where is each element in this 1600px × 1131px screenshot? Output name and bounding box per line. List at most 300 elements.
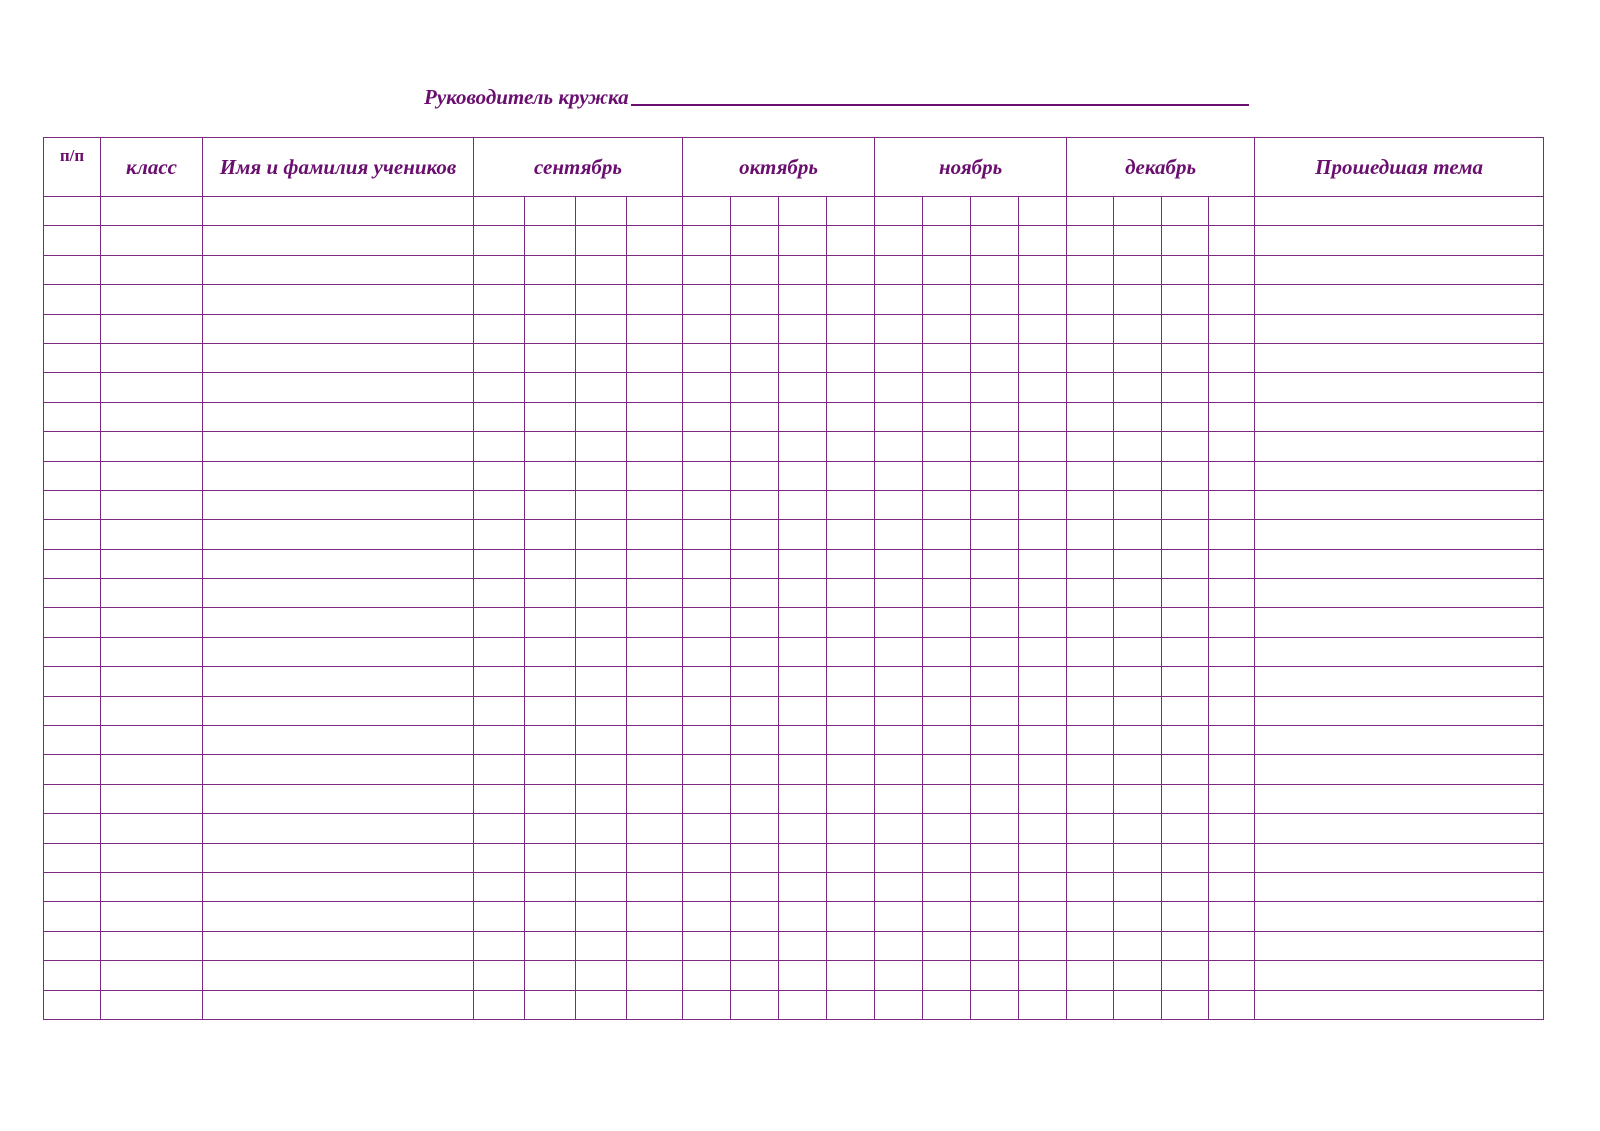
table-cell xyxy=(1067,726,1114,755)
table-cell xyxy=(44,814,101,843)
table-cell xyxy=(731,520,779,549)
table-cell xyxy=(44,726,101,755)
table-cell xyxy=(1019,931,1067,960)
table-cell xyxy=(1067,902,1114,931)
table-row xyxy=(44,285,1544,314)
table-cell xyxy=(474,197,525,226)
table-row xyxy=(44,255,1544,284)
table-cell xyxy=(203,784,474,813)
table-row xyxy=(44,197,1544,226)
table-cell xyxy=(827,931,875,960)
table-cell xyxy=(875,608,923,637)
table-cell xyxy=(474,490,525,519)
table-cell xyxy=(923,549,971,578)
table-cell xyxy=(44,843,101,872)
table-cell xyxy=(971,373,1019,402)
table-cell xyxy=(875,667,923,696)
table-cell xyxy=(971,902,1019,931)
table-cell xyxy=(627,343,683,372)
table-cell xyxy=(971,549,1019,578)
table-row xyxy=(44,314,1544,343)
table-cell xyxy=(525,461,576,490)
table-cell xyxy=(627,755,683,784)
table-cell xyxy=(1019,872,1067,901)
table-cell xyxy=(875,843,923,872)
table-cell xyxy=(525,608,576,637)
table-cell xyxy=(1019,961,1067,990)
table-cell xyxy=(1114,549,1162,578)
table-cell xyxy=(101,549,203,578)
table-cell xyxy=(779,579,827,608)
table-row xyxy=(44,549,1544,578)
table-cell xyxy=(971,461,1019,490)
table-cell xyxy=(474,990,525,1019)
table-cell xyxy=(875,490,923,519)
table-cell xyxy=(683,608,731,637)
table-cell xyxy=(44,226,101,255)
table-cell xyxy=(827,461,875,490)
table-cell xyxy=(1209,373,1255,402)
table-cell xyxy=(1209,755,1255,784)
table-cell xyxy=(525,755,576,784)
table-cell xyxy=(101,726,203,755)
table-cell xyxy=(875,902,923,931)
table-cell xyxy=(1162,667,1209,696)
header-topic: Прошедшая тема xyxy=(1255,138,1544,197)
table-cell xyxy=(827,197,875,226)
table-cell xyxy=(779,667,827,696)
table-cell xyxy=(971,579,1019,608)
table-cell xyxy=(576,197,627,226)
table-cell xyxy=(525,814,576,843)
table-cell xyxy=(525,902,576,931)
table-cell xyxy=(1255,490,1544,519)
table-cell xyxy=(1255,608,1544,637)
table-cell xyxy=(971,755,1019,784)
table-cell xyxy=(203,931,474,960)
table-cell xyxy=(971,667,1019,696)
header-class: класс xyxy=(101,138,203,197)
table-cell xyxy=(1162,990,1209,1019)
table-cell xyxy=(1019,637,1067,666)
table-cell xyxy=(101,608,203,637)
table-cell xyxy=(923,314,971,343)
table-cell xyxy=(1255,579,1544,608)
table-cell xyxy=(525,343,576,372)
table-cell xyxy=(1162,637,1209,666)
table-cell xyxy=(1019,226,1067,255)
table-cell xyxy=(1209,961,1255,990)
table-cell xyxy=(827,667,875,696)
table-cell xyxy=(627,402,683,431)
table-cell xyxy=(1019,549,1067,578)
header-month-november: ноябрь xyxy=(875,138,1067,197)
table-cell xyxy=(1209,549,1255,578)
table-cell xyxy=(1162,402,1209,431)
table-cell xyxy=(101,197,203,226)
table-cell xyxy=(731,814,779,843)
table-cell xyxy=(1114,990,1162,1019)
table-cell xyxy=(1162,784,1209,813)
table-cell xyxy=(683,579,731,608)
table-row xyxy=(44,961,1544,990)
table-cell xyxy=(44,608,101,637)
table-cell xyxy=(923,490,971,519)
table-cell xyxy=(683,285,731,314)
table-cell xyxy=(923,961,971,990)
table-header-row xyxy=(44,138,1544,197)
table-cell xyxy=(1019,755,1067,784)
table-cell xyxy=(779,696,827,725)
table-cell xyxy=(731,343,779,372)
table-cell xyxy=(875,696,923,725)
table-cell xyxy=(1067,843,1114,872)
table-cell xyxy=(923,255,971,284)
table-cell xyxy=(627,637,683,666)
table-cell xyxy=(627,520,683,549)
table-cell xyxy=(875,931,923,960)
table-cell xyxy=(627,226,683,255)
table-cell xyxy=(875,255,923,284)
table-cell xyxy=(731,755,779,784)
table-cell xyxy=(576,579,627,608)
table-cell xyxy=(101,961,203,990)
table-row xyxy=(44,490,1544,519)
table-cell xyxy=(1209,696,1255,725)
table-row xyxy=(44,226,1544,255)
table-cell xyxy=(101,990,203,1019)
table-cell xyxy=(1162,197,1209,226)
table-row xyxy=(44,608,1544,637)
table-cell xyxy=(779,726,827,755)
table-row xyxy=(44,784,1544,813)
table-cell xyxy=(731,255,779,284)
table-cell xyxy=(875,343,923,372)
table-cell xyxy=(827,432,875,461)
table-cell xyxy=(101,461,203,490)
table-cell xyxy=(576,490,627,519)
table-cell xyxy=(1114,931,1162,960)
table-cell xyxy=(971,608,1019,637)
table-cell xyxy=(1162,696,1209,725)
table-cell xyxy=(1255,314,1544,343)
table-cell xyxy=(1255,255,1544,284)
table-cell xyxy=(1209,255,1255,284)
table-cell xyxy=(101,637,203,666)
table-cell xyxy=(731,197,779,226)
table-cell xyxy=(1114,608,1162,637)
table-cell xyxy=(1209,402,1255,431)
table-cell xyxy=(827,520,875,549)
table-row xyxy=(44,990,1544,1019)
table-cell xyxy=(525,843,576,872)
table-cell xyxy=(1209,343,1255,372)
table-cell xyxy=(683,226,731,255)
table-cell xyxy=(779,226,827,255)
table-cell xyxy=(875,814,923,843)
table-cell xyxy=(576,902,627,931)
table-cell xyxy=(923,461,971,490)
table-cell xyxy=(827,784,875,813)
table-cell xyxy=(731,667,779,696)
table-cell xyxy=(1209,520,1255,549)
table-cell xyxy=(1067,696,1114,725)
table-cell xyxy=(525,579,576,608)
table-cell xyxy=(1067,579,1114,608)
table-cell xyxy=(576,872,627,901)
table-row xyxy=(44,579,1544,608)
table-cell xyxy=(1067,520,1114,549)
table-cell xyxy=(101,285,203,314)
table-cell xyxy=(1114,255,1162,284)
table-cell xyxy=(44,667,101,696)
table-cell xyxy=(923,784,971,813)
table-cell xyxy=(1019,520,1067,549)
table-cell xyxy=(827,579,875,608)
table-cell xyxy=(525,285,576,314)
table-cell xyxy=(474,432,525,461)
table-cell xyxy=(474,726,525,755)
table-cell xyxy=(827,961,875,990)
table-cell xyxy=(44,490,101,519)
table-cell xyxy=(971,637,1019,666)
table-cell xyxy=(203,490,474,519)
table-cell xyxy=(1019,373,1067,402)
table-cell xyxy=(203,608,474,637)
table-cell xyxy=(731,696,779,725)
table-cell xyxy=(875,872,923,901)
table-cell xyxy=(203,285,474,314)
table-cell xyxy=(576,637,627,666)
table-row xyxy=(44,902,1544,931)
table-cell xyxy=(683,726,731,755)
table-cell xyxy=(44,373,101,402)
table-cell xyxy=(1255,461,1544,490)
table-cell xyxy=(525,490,576,519)
table-cell xyxy=(1019,726,1067,755)
table-cell xyxy=(779,549,827,578)
table-cell xyxy=(923,520,971,549)
table-cell xyxy=(1162,285,1209,314)
table-cell xyxy=(101,579,203,608)
table-cell xyxy=(731,402,779,431)
table-cell xyxy=(44,343,101,372)
table-cell xyxy=(627,814,683,843)
table-cell xyxy=(203,373,474,402)
table-cell xyxy=(875,432,923,461)
table-cell xyxy=(1255,990,1544,1019)
table-cell xyxy=(203,726,474,755)
table-cell xyxy=(779,490,827,519)
table-cell xyxy=(683,373,731,402)
table-cell xyxy=(525,696,576,725)
table-cell xyxy=(1067,814,1114,843)
table-cell xyxy=(731,490,779,519)
table-cell xyxy=(1067,343,1114,372)
table-cell xyxy=(627,931,683,960)
table-cell xyxy=(101,255,203,284)
table-cell xyxy=(731,961,779,990)
table-cell xyxy=(683,902,731,931)
table-cell xyxy=(683,520,731,549)
table-cell xyxy=(576,402,627,431)
table-cell xyxy=(474,373,525,402)
table-cell xyxy=(44,255,101,284)
table-cell xyxy=(1067,461,1114,490)
table-cell xyxy=(474,285,525,314)
table-cell xyxy=(875,520,923,549)
table-cell xyxy=(1255,637,1544,666)
table-cell xyxy=(923,726,971,755)
table-row xyxy=(44,373,1544,402)
table-cell xyxy=(683,696,731,725)
table-cell xyxy=(525,402,576,431)
table-cell xyxy=(1067,990,1114,1019)
table-cell xyxy=(1114,961,1162,990)
table-cell xyxy=(923,402,971,431)
table-cell xyxy=(474,872,525,901)
table-cell xyxy=(971,961,1019,990)
table-cell xyxy=(1114,461,1162,490)
table-cell xyxy=(525,872,576,901)
table-cell xyxy=(44,755,101,784)
table-cell xyxy=(525,373,576,402)
table-cell xyxy=(1255,872,1544,901)
table-cell xyxy=(576,814,627,843)
table-cell xyxy=(971,432,1019,461)
table-cell xyxy=(1019,285,1067,314)
table-cell xyxy=(1209,931,1255,960)
table-cell xyxy=(1067,226,1114,255)
table-cell xyxy=(923,872,971,901)
table-cell xyxy=(779,843,827,872)
table-cell xyxy=(101,314,203,343)
table-cell xyxy=(923,285,971,314)
table-cell xyxy=(627,579,683,608)
table-cell xyxy=(1255,226,1544,255)
table-cell xyxy=(1067,637,1114,666)
table-cell xyxy=(627,872,683,901)
table-cell xyxy=(576,520,627,549)
table-cell xyxy=(875,226,923,255)
table-cell xyxy=(576,726,627,755)
table-cell xyxy=(779,373,827,402)
table-cell xyxy=(203,990,474,1019)
table-cell xyxy=(627,726,683,755)
table-cell xyxy=(576,226,627,255)
table-cell xyxy=(827,490,875,519)
table-cell xyxy=(44,579,101,608)
table-cell xyxy=(1067,872,1114,901)
table-cell xyxy=(779,990,827,1019)
table-cell xyxy=(203,814,474,843)
table-cell xyxy=(971,285,1019,314)
table-cell xyxy=(101,667,203,696)
table-cell xyxy=(683,637,731,666)
table-cell xyxy=(1019,197,1067,226)
table-cell xyxy=(923,931,971,960)
table-cell xyxy=(683,549,731,578)
table-cell xyxy=(1255,667,1544,696)
table-cell xyxy=(971,520,1019,549)
table-cell xyxy=(1162,226,1209,255)
table-cell xyxy=(731,432,779,461)
table-cell xyxy=(971,490,1019,519)
table-cell xyxy=(875,285,923,314)
table-cell xyxy=(683,872,731,901)
table-cell xyxy=(1114,197,1162,226)
table-cell xyxy=(683,490,731,519)
table-cell xyxy=(1019,255,1067,284)
table-cell xyxy=(1019,667,1067,696)
table-cell xyxy=(101,843,203,872)
table-cell xyxy=(875,197,923,226)
table-cell xyxy=(576,961,627,990)
table-cell xyxy=(875,549,923,578)
table-cell xyxy=(1255,814,1544,843)
table-cell xyxy=(1114,755,1162,784)
table-cell xyxy=(1255,520,1544,549)
table-cell xyxy=(203,961,474,990)
table-cell xyxy=(1162,872,1209,901)
table-cell xyxy=(1114,843,1162,872)
table-cell xyxy=(875,373,923,402)
table-cell xyxy=(731,579,779,608)
table-row xyxy=(44,520,1544,549)
table-cell xyxy=(474,314,525,343)
table-cell xyxy=(1255,961,1544,990)
table-cell xyxy=(1114,579,1162,608)
table-cell xyxy=(627,255,683,284)
table-cell xyxy=(683,314,731,343)
table-cell xyxy=(827,726,875,755)
table-cell xyxy=(474,461,525,490)
table-cell xyxy=(923,755,971,784)
table-cell xyxy=(971,402,1019,431)
table-cell xyxy=(1067,402,1114,431)
table-cell xyxy=(474,814,525,843)
table-cell xyxy=(1067,490,1114,519)
table-cell xyxy=(971,814,1019,843)
table-cell xyxy=(683,961,731,990)
table-cell xyxy=(731,990,779,1019)
table-cell xyxy=(44,990,101,1019)
table-cell xyxy=(525,226,576,255)
table-cell xyxy=(923,432,971,461)
table-cell xyxy=(683,255,731,284)
table-cell xyxy=(1019,402,1067,431)
table-cell xyxy=(1255,784,1544,813)
table-cell xyxy=(101,520,203,549)
table-cell xyxy=(779,637,827,666)
table-cell xyxy=(101,814,203,843)
table-cell xyxy=(683,814,731,843)
table-cell xyxy=(1162,255,1209,284)
header-num: п/п xyxy=(44,138,101,197)
table-cell xyxy=(525,314,576,343)
table-cell xyxy=(731,461,779,490)
table-cell xyxy=(1067,432,1114,461)
table-cell xyxy=(779,814,827,843)
table-cell xyxy=(44,931,101,960)
table-cell xyxy=(474,696,525,725)
table-cell xyxy=(1209,285,1255,314)
table-cell xyxy=(1209,226,1255,255)
table-cell xyxy=(827,990,875,1019)
table-cell xyxy=(1114,667,1162,696)
table-cell xyxy=(731,872,779,901)
table-cell xyxy=(875,402,923,431)
